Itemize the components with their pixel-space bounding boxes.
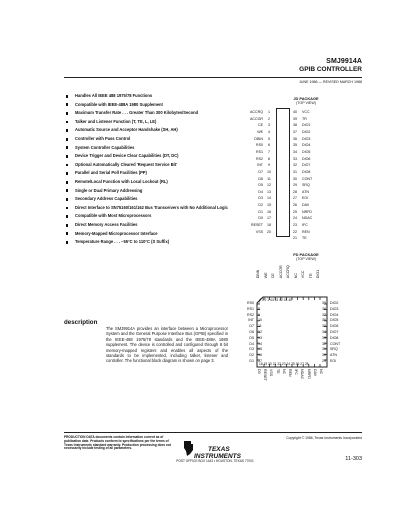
dip-pin-number: 24 [293,216,297,221]
dip-pin-number: 35 [293,143,297,148]
plcc-pin-number: 32 [322,341,326,346]
plcc-pin-number: 30 [322,353,326,358]
dip-pin-number: 25 [293,209,297,214]
dip-pin-label: WE [257,129,263,134]
dip-pin-number: 40 [293,110,297,114]
plcc-package [256,296,328,368]
plcc-pin-number: 38 [322,306,326,311]
plcc-pin-label: RS0 [247,301,254,305]
dip-pin-number: 16 [267,209,271,214]
dip-pin-label: DIO3 [302,136,311,141]
feature-item: Direct Memory Access Facilities [64,222,228,227]
plcc-pin-label: DAV [312,369,317,377]
plcc-pin-number: 29 [322,359,326,363]
feature-item: Memory-Mapped Microprocessor Interface [64,231,228,236]
plcc-pin-label: TE [275,369,280,374]
dip-pin-number: 37 [293,129,297,134]
plcc-pin-label: VSS [269,369,274,377]
ti-logo-line2: INSTRUMENTS [194,453,241,460]
dip-pin-label: D5 [258,183,263,188]
feature-item: Secondary Address Capabilities [64,196,228,201]
ti-logo-text [194,446,241,460]
dip-pin-label: NDAC [302,216,313,221]
plcc-pin-label: RS1 [247,306,254,311]
plcc-pin-number: 35 [322,324,326,329]
plcc-pin-label: D2 [249,353,254,358]
dip-pin-number: 1 [268,110,270,114]
feature-item: System Controller Capabilities [64,145,228,150]
dip-pin-number: 10 [267,169,271,174]
revision-date: JUNE 1986 — REVISED MARCH 1988 [299,80,362,84]
dip-pin-number: 23 [293,223,297,228]
dip-pin-number: 2 [268,116,270,121]
feature-item: Maximum Transfer Rate . . . Greater Than 300 Kilobytes/Second [64,110,228,115]
description-body: The SMJ9914A provides an interface between a Microprocessor System and the General Purpose Interface Bus (GPIB) specified in the IEEE-488 1975/78 standards and the IEEE-488A 1980 supplement. The device is controlled and configured through 8 bit memory-mapped registers and enables all aspects of the standards to be implemented, including talker, listener and controller. The functional block diagram is shown on page 3. [106,326,228,364]
plcc-pin-label: D7 [249,324,254,329]
feature-item: Optional Automatically Cleared 'Request Service Bit' [64,162,228,167]
plcc-pin-label: DIO2 [330,301,339,305]
dip-pin-number: 12 [267,183,271,188]
dip-pin-number: 9 [268,163,270,168]
feature-item: Parallel and Serial Poll Facilities (PP) [64,170,228,175]
dip-pin-number: 32 [293,163,297,168]
dip-pin-label: DIO4 [302,143,311,148]
plcc-pin-label: VCC [300,270,305,279]
plcc-pin-number: 12 [258,330,262,334]
plcc-pin-number: 33 [322,335,326,340]
plcc-pin-label: D0 [257,369,261,374]
dip-pin-label: D4 [258,189,263,194]
dip-pin-number: 31 [293,169,297,174]
dip-pin-number: 8 [268,156,270,161]
dip-pin-label: D6 [258,176,263,181]
description-heading: description [64,319,98,326]
plcc-pin-label: ACCRQ [285,265,290,279]
page-title: SMJ9914A [326,58,362,65]
plcc-pin-label: INT [248,318,254,323]
plcc-pin-label: D4 [249,341,254,346]
dip-pin-label: ACCRQ [250,110,263,114]
plcc-pin-label: NC [281,369,286,375]
plcc-pin-number: 10 [258,318,262,323]
dip-pin-label: DAV [302,203,310,208]
dip-pin-number: 30 [293,176,297,181]
dip-pin-number: 27 [293,196,297,201]
plcc-pin-label: ACCGR [278,265,283,279]
dip-package-outline [276,108,290,237]
plcc-pin-label: DIO6 [330,324,339,329]
ti-logo-line1: TEXAS [208,446,230,453]
feature-list [64,93,228,248]
dip-pin-label: DIO8 [302,169,311,174]
dip-pin-label: DIO5 [302,149,311,154]
ti-address: POST OFFICE BOX 1443 • HOUSTON, TEXAS 77001 [176,459,254,463]
jd-package-title: JD PACKAGE [293,96,319,101]
dip-pin-number: 36 [293,136,297,141]
dip-pin-label: ACCGR [250,116,263,121]
dip-pin-label: REN [302,229,310,234]
plcc-pin-number: 17 [258,359,262,363]
feature-item: Talker and Listener Function (T, TE, L, LE) [64,119,228,124]
plcc-pin-numbers-bottom: 18 19 20 21 22 23 24 25 26 27 28 [259,362,309,366]
dip-pin-label: D0 [258,216,263,221]
dip-pin-label: D2 [258,203,263,208]
plcc-pin-label: NDAC [300,369,305,380]
plcc-pin-label: D6 [249,330,254,334]
page-number: 11-303 [345,456,362,462]
feature-item: Temperature Range . . . −55°C to 110°C (S Suffix) [64,239,228,244]
dip-pin-label: D3 [258,196,263,201]
dip-pin-label: DIO2 [302,129,311,134]
production-data-notice: PRODUCTION DATA documents contain information current as of publication date. Products conform to specifications per the terms of Texas Instruments standard warranty. Production processing does not necessarily include testing of all parameters. [64,435,171,451]
feature-item: Controller with Pass Control [64,136,228,141]
dip-pin-number: 20 [267,229,271,234]
plcc-pin-label: IFC [294,369,299,375]
plcc-pin-number: 37 [322,312,326,317]
plcc-pin-label: NRFD [306,369,311,379]
dip-pin-number: 4 [268,129,270,134]
dip-pin-number: 34 [293,149,297,154]
jd-package-view: (TOP VIEW) [296,101,316,105]
dip-pin-number: 5 [268,136,270,141]
dip-pin-label: TR [302,116,307,121]
dip-pin-label: D1 [258,209,263,214]
dip-pin-number: 11 [267,176,271,181]
plcc-pin-number: 39 [322,301,326,305]
plcc-pin-number: 11 [258,324,262,329]
dip-pin-label: RESET [251,223,263,228]
plcc-pin-label: D5 [249,335,254,340]
plcc-pin-label: D3 [249,347,254,352]
plcc-pin-numbers-top: 4 3 2 1 44 43 42 41 40 [259,298,292,302]
plcc-pin-label: CONT [330,341,341,346]
feature-item: Handles All IEEE 488 1975/78 Functions [64,93,228,98]
dip-pin-label: EOI [302,196,309,201]
plcc-pin-label: DIO8 [330,335,339,340]
copyright-notice: Copyright © 1986, Texas Instruments Incorporated [286,436,362,440]
dip-pin-number: 17 [267,216,271,221]
plcc-pin-number: 8 [258,306,260,311]
plcc-pin-number: 9 [258,312,260,317]
dip-pin-label: RS0 [256,143,263,148]
dip-pin-number: 13 [267,189,271,194]
plcc-pin-label: TR [308,273,313,279]
dip-pin-number: 18 [267,223,271,228]
dip-pin-label: RS2 [256,156,263,161]
plcc-pin-label: D1 [249,359,254,363]
plcc-pin-label: WE [263,272,268,279]
plcc-pin-label: DBIN [255,269,260,279]
plcc-pin-label: DIO1 [315,269,320,279]
dip-pin-number: 6 [268,143,270,148]
plcc-pin-label: EOI [330,359,337,363]
dip-pin-label: IFC [302,223,308,228]
fn-package-view: (TOP VIEW) [296,257,316,261]
feature-item: Compatible with IEEE-488A 1980 Supplement [64,102,228,107]
dip-pin-number: 38 [293,123,297,128]
dip-pin-label: NRFD [302,209,312,214]
dip-pin-label: ATN [302,189,309,194]
page-subtitle: GPIB CONTROLLER [299,66,362,73]
plcc-pin-label: REN [288,369,292,377]
plcc-package-outline [256,296,328,368]
dip-pin-label: DIO1 [302,123,311,128]
plcc-pin-label: NC [293,273,298,279]
fn-package-title: FD PACKAGE [293,252,319,257]
dip-pin-number: 15 [267,203,271,208]
plcc-pin-label: NC [319,369,323,375]
plcc-pin-label: SRQ [330,347,338,352]
feature-item: Remote/Local Function with Local Lockout (RL) [64,179,228,184]
plcc-pin-label: ATN [330,353,337,358]
plcc-pin-label: DIO3 [330,306,339,311]
dip-pin-label: CE [258,123,263,128]
plcc-pin-label: RESET [263,369,268,381]
feature-item: Device Trigger and Device Clear Capabilities (DT, DC) [64,153,228,158]
dip-pin-number: 26 [293,203,297,208]
dip-pin-number: 7 [268,149,270,154]
plcc-pin-number: 34 [322,330,326,334]
dip-pin-label: DIO6 [302,156,311,161]
dip-pin-number: 28 [293,189,297,194]
dip-pin-label: CONT [302,176,313,181]
plcc-pin-number: 13 [258,335,262,340]
plcc-pin-number: 7 [258,301,260,305]
plcc-pin-label: DIO5 [330,318,339,323]
plcc-pin-number: 16 [258,353,262,358]
dip-pin-label: SRQ [302,183,310,188]
dip-pin-label: D7 [258,169,263,174]
plcc-pin-label: DIO7 [330,330,339,334]
dip-pin-label: DIO7 [302,163,311,168]
dip-pin-number: 39 [293,116,297,121]
footer-rule [64,432,362,433]
feature-item: Automatic Source and Acceptor Handshake (SH, AH) [64,127,228,132]
dip-pin-number: 21 [293,236,297,241]
dip-pin-label: VCC [302,110,310,114]
plcc-pin-label: CE [270,273,275,279]
dip-pin-number: 22 [293,229,297,234]
dip-pin-number: 33 [293,156,297,161]
dip-pin-number: 3 [268,123,270,128]
dip-pin-label: RS1 [256,149,263,154]
feature-item: Compatible with Most Microprocessors [64,213,228,218]
dip-pin-label: TE [302,236,307,241]
feature-item: Single or Dual Primary Addressing [64,188,228,193]
header-rule [64,77,362,78]
plcc-pin-number: 14 [258,341,262,346]
dip-pin-label: DBIN [254,136,263,141]
dip-pin-number: 29 [293,183,297,188]
plcc-pin-label: DIO4 [330,312,339,317]
plcc-pin-label: RS2 [247,312,254,317]
dip-pin-label: INT [257,163,263,168]
dip-pin-number: 14 [267,196,271,201]
plcc-pin-number: 15 [258,347,262,352]
plcc-pin-number: 36 [322,318,326,323]
feature-item: Direct Interface to SN75160/161/162 Bus Transceivers with No Additional Logic [64,205,228,210]
plcc-pin-number: 31 [322,347,326,352]
dip-pin-label: VSS [255,229,263,234]
